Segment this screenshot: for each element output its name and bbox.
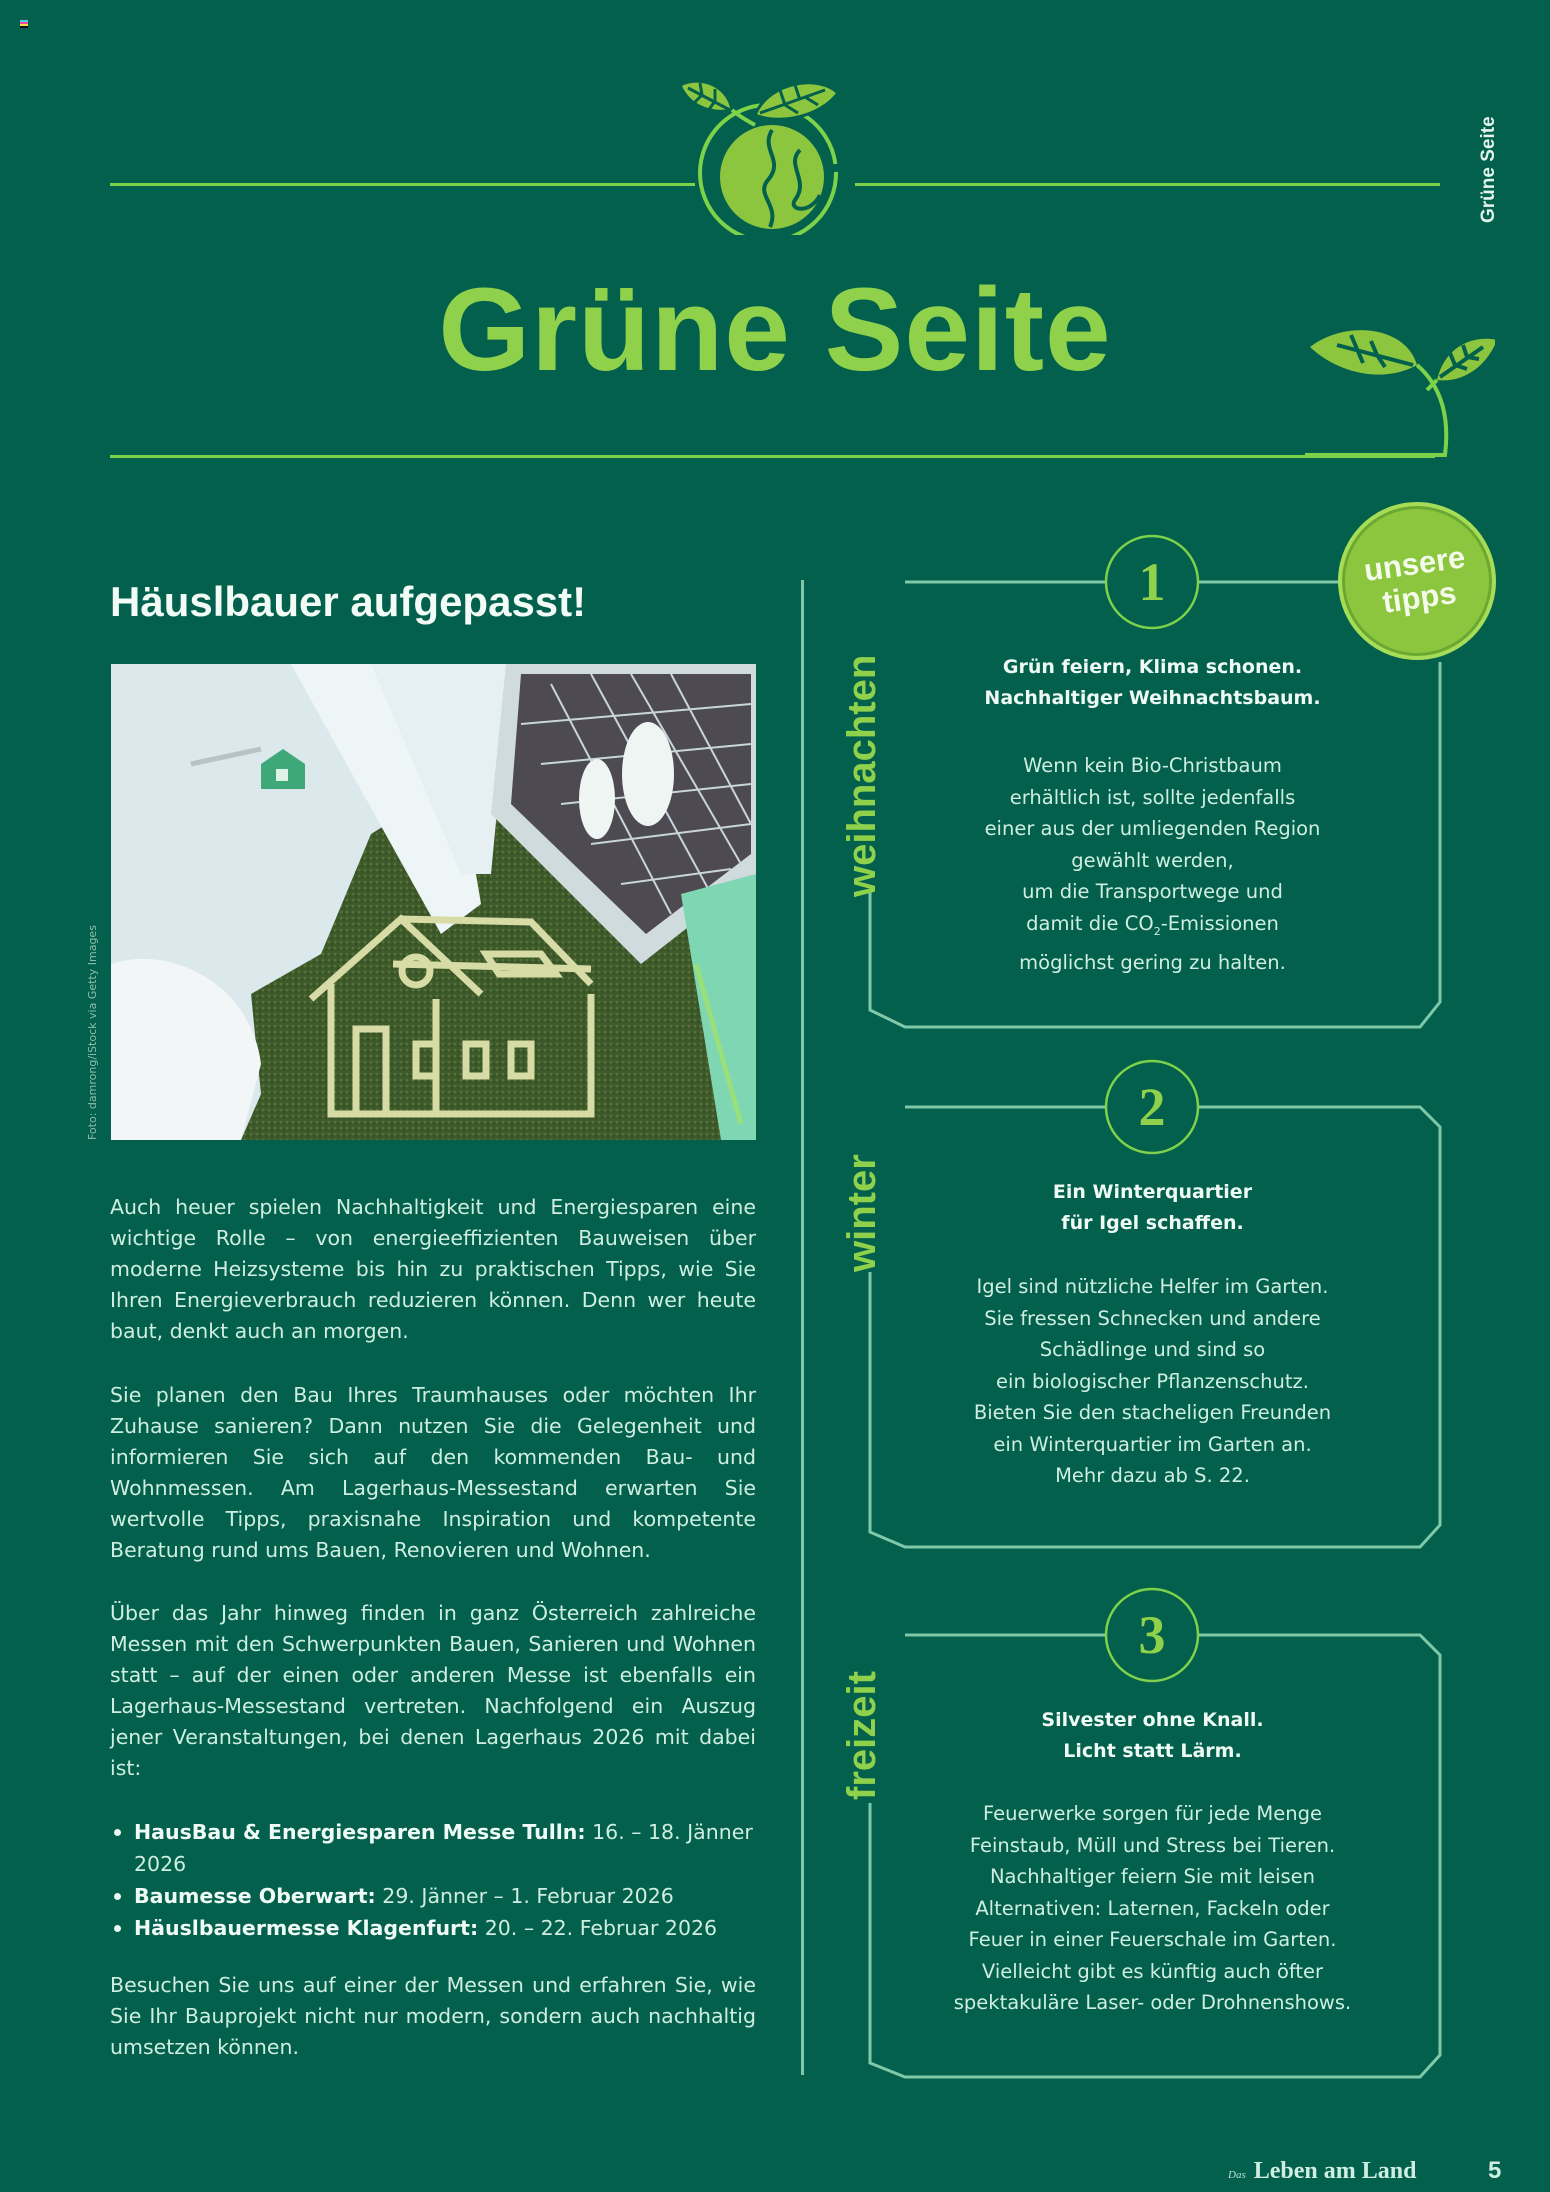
- tip-number: 3: [1138, 1605, 1166, 1665]
- header-rule-right: [855, 183, 1440, 186]
- event-list: [110, 1816, 770, 1944]
- tip-number: 2: [1138, 1077, 1166, 1137]
- sprout-icon: [1305, 305, 1495, 460]
- unsere-tipps-badge: unsere tipps: [1328, 492, 1506, 670]
- event-item: [110, 1912, 770, 1944]
- column-divider: [801, 580, 804, 2075]
- tip-category: weihnachten: [840, 654, 884, 897]
- article-paragraph-4: Besuchen Sie uns auf einer der Messen und erfahren Sie, wie Sie Ihr Bauprojekt nicht nur modern, sondern auch nachhaltig umsetzen können.: [110, 1973, 756, 2059]
- event-item: [110, 1880, 770, 1912]
- tip-body: Feuerwerke sorgen für jede Menge Feinstaub, Müll und Stress bei Tieren. Nachhaltiger feiern Sie mit leisen Alternativen: Laternen, Fackeln oder Feuer in einer Feuerschale im Garten. Vielleicht gibt es künftig auch öfter spektakuläre Laser- oder Drohnenshows.: [953, 1802, 1352, 2014]
- tip-body: Igel sind nützliche Helfer im Garten. Sie fressen Schnecken und andere Schädlinge und sind so ein biologischer Pflanzenschutz. Bieten Sie den stacheligen Freunden ein Winterquartier im Garten an. Mehr dazu ab S. 22.: [973, 1275, 1332, 1487]
- event-date: 20. – 22. Februar 2026: [478, 1916, 718, 1940]
- tip-heading: Silvester ohne Knall. Licht statt Lärm.: [1041, 1709, 1264, 1762]
- page-number: 5: [1488, 2157, 1502, 2184]
- event-name: HausBau & Energiesparen Messe Tulln:: [134, 1820, 586, 1844]
- page-title: Grüne Seite: [438, 264, 1112, 396]
- article-photo: [111, 664, 756, 1140]
- tip-category: winter: [840, 1154, 884, 1272]
- earth-leaf-icon: [660, 55, 860, 235]
- house-on-grass-illustration: [111, 664, 756, 1140]
- footer-publication: [1228, 2158, 1416, 2185]
- print-registration-mark: [20, 20, 28, 28]
- event-date: 29. Jänner – 1. Februar 2026: [375, 1884, 674, 1908]
- article-paragraph-2: Sie planen den Bau Ihres Traumhauses oder möchten Ihr Zuhause sanieren? Dann nutzen Sie die Gelegenheit und informieren Sie sich auf den kommenden Bau- und Wohnmessen. Am Lagerhaus-Messestand erwarten Sie wertvolle Tipps, praxisnahe Inspiration und kompetente Beratung rund ums Bauen, Renovieren und Wohnen.: [110, 1383, 756, 1562]
- tip-heading: Ein Winterquartier für Igel schaffen.: [1052, 1181, 1253, 1234]
- article-title: Häuslbauer aufgepasst!: [110, 578, 587, 625]
- header-rule-bottom: [110, 455, 1435, 458]
- event-name: Baumesse Oberwart:: [134, 1884, 376, 1908]
- event-name: Häuslbauermesse Klagenfurt:: [134, 1916, 479, 1940]
- tip-heading: Grün feiern, Klima schonen. Nachhaltiger Weihnachtsbaum.: [984, 656, 1321, 709]
- publication-name: Leben am Land: [1253, 2158, 1417, 2184]
- tip-body: Wenn kein Bio-Christbaum erhältlich ist, sollte jedenfalls einer aus der umliegenden Region gewählt werden, um die Transportwege und damit die $CO_2$-Emissionen möglichst gering zu halten.: [984, 754, 1321, 974]
- article-paragraph-3: Über das Jahr hinweg finden in ganz Österreich zahlreiche Messen mit den Schwerpunkten Bauen, Sanieren und Wohnen statt – auf der einen oder anderen Messe ist ebenfalls ein Lagerhaus-Messestand vertreten. Nachfolgend ein Auszug jener Veranstaltungen, bei denen Lagerhaus 2026 mit dabei ist:: [110, 1601, 756, 1780]
- tip-category: freizeit: [840, 1671, 884, 1800]
- publication-mark: Das: [1228, 2169, 1246, 2181]
- tip-card-2: [840, 1057, 1440, 1557]
- article-paragraph-1: Auch heuer spielen Nachhaltigkeit und Energiesparen eine wichtige Rolle – von energieeffizienten Bauweisen über moderne Heizsysteme bis hin zu praktischen Tipps, wie Sie Ihren Energieverbrauch reduzieren können. Denn wer heute baut, denkt auch an morgen.: [110, 1195, 756, 1343]
- event-date: 16. – 18. Jänner 2026: [134, 1820, 753, 1876]
- event-item: [110, 1816, 770, 1880]
- tip-card-3: [840, 1585, 1440, 2085]
- header-rule-left: [110, 183, 695, 186]
- section-side-label: Grüne Seite: [1478, 116, 1499, 224]
- tip-number: 1: [1138, 552, 1166, 612]
- photo-credit: Foto: damrong/iStock via Getty Images: [86, 925, 99, 1140]
